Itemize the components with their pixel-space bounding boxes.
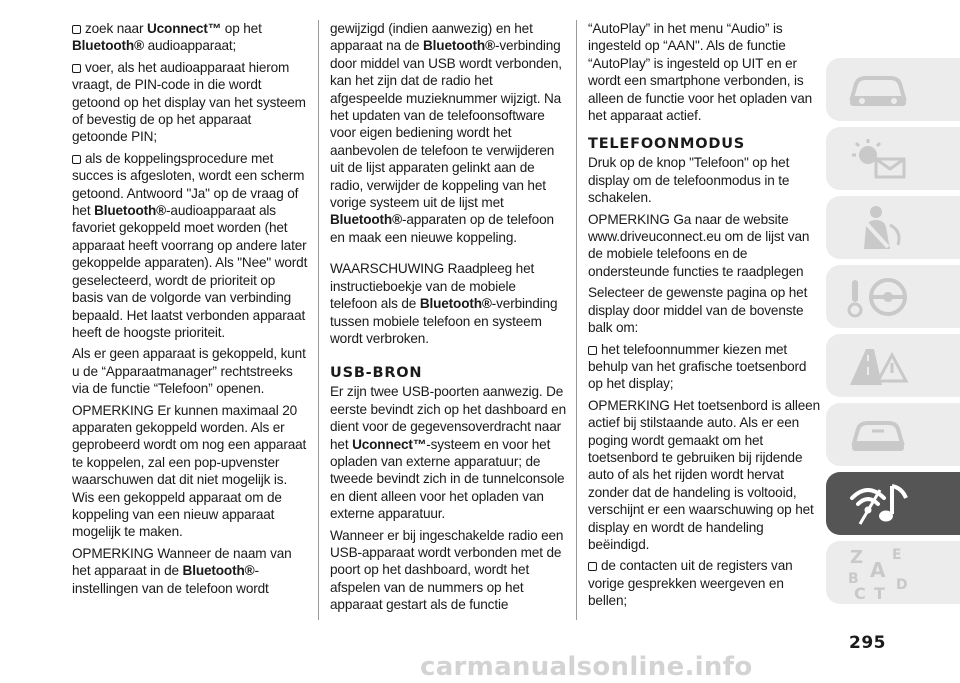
car-service-icon	[846, 413, 910, 457]
index-letter: Z	[850, 546, 864, 568]
index-letter: B	[848, 570, 859, 587]
bullet-item: voer, als het audioapparaat hierom vraagt, de PIN-code in die wordt getoond op het display van het systeem of bevestig de op het apparaat getoonde PIN;	[72, 59, 306, 145]
chapter-index-sidebar	[826, 58, 960, 610]
chapter-tab-starting-driving[interactable]	[826, 265, 960, 328]
bullet-item: als de koppelingsprocedure met succes is afgesloten, wordt een scherm getoond. Antwoord "Ja" op de vraag of het Bluetooth®-audioapparaat als favoriet gekoppeld moet worden (het apparaat heeft voorrang op andere later gekoppelde apparaten). Als "Nee" wordt geselecteerd, wordt de prioriteit op basis van de volgorde van verbinding bepaald. Het laatst verbonden apparaat heeft de hoogste prioriteit.	[72, 150, 308, 340]
watermark: carmanualsonline.info	[420, 652, 753, 680]
road-warning-icon	[846, 341, 910, 391]
text-column-3	[588, 20, 824, 614]
chapter-tab-emergency[interactable]	[826, 334, 960, 397]
paragraph: gewijzigd (indien aanwezig) en het apparaat na de Bluetooth®-verbinding door middel van USB wordt verbonden, kan het zijn dat de radio het afgespeelde muzieknummer wijzigt. Na het updaten van de telefoonsoftware voor eigen bediening wordt het aanbevolen de telefoon te verwijderen uit de lijst apparaten gelinkt aan de radio, verwijder de koppeling van het vorige systeem uit de lijst met Bluetooth®-apparaten op de telefoon en maak een nieuwe koppeling.	[330, 21, 562, 245]
checkbox-bullet-icon	[588, 562, 597, 571]
warning-paragraph: WAARSCHUWING Raadpleeg het instructieboekje van de mobiele telefoon als de Bluetooth®-verbinding tussen mobiele telefoon en systeem wordt verbroken.	[330, 261, 558, 346]
checkbox-bullet-icon	[72, 25, 81, 34]
bullet-item: de contacten uit de registers van vorige gesprekken weergeven en bellen;	[588, 558, 793, 609]
multimedia-music-icon	[846, 476, 916, 532]
paragraph: Als er geen apparaat is gekoppeld, kunt u de “Apparaatmanager” rechtstreeks via de functie “Telefoon” openen.	[72, 346, 306, 397]
chapter-tab-warning-lights[interactable]	[826, 127, 960, 190]
paragraph: Wanneer er bij ingeschakelde radio een USB-apparaat wordt verbonden met de poort op het dashboard, wordt het afspelen van de nummers op het apparaat gestart als de functie	[330, 527, 564, 613]
paragraph: Selecteer de gewenste pagina op het display door middel van de bovenste balk om:	[588, 285, 808, 336]
note-paragraph: OPMERKING Wanneer de naam van het apparaat in de Bluetooth®-instellingen van de telefoon wordt	[72, 545, 292, 596]
bullet-item: het telefoonnummer kiezen met behulp van het grafische toetsenbord op het display;	[588, 341, 807, 392]
bullet-item: zoek naar Uconnect™ op het Bluetooth® audioapparaat;	[72, 21, 262, 54]
note-paragraph: OPMERKING Ga naar de website www.driveuconnect.eu om de lijst van de mobiele telefoons en de ondersteunde functies te raadplegen	[588, 211, 810, 279]
paragraph: “AutoPlay” in het menu “Audio” is ingesteld op “AAN". Als de functie “AutoPlay” is ingesteld op UIT en er wordt een smartphone verbonden, is alleen de functie voor het opladen van het apparaat actief.	[588, 21, 813, 124]
checkbox-bullet-icon	[72, 64, 81, 73]
index-letter: T	[874, 583, 885, 601]
index-letters-icon	[846, 545, 916, 601]
note-paragraph: OPMERKING Er kunnen maximaal 20 apparaten gekoppeld worden. Als er geprobeerd wordt om nog een apparaat te koppelen, zal een pop-upvenster waarschuwen dat dit niet mogelijk is. Wis een gekoppeld apparaat om de koppeling van een nieuw apparaat mogelijk te maken.	[72, 402, 307, 540]
checkbox-bullet-icon	[588, 346, 597, 355]
page-number: 295	[849, 633, 886, 653]
section-heading-usb: USB-BRON	[330, 365, 423, 382]
note-paragraph: OPMERKING Het toetsenbord is alleen actief bij stilstaande auto. Als er een poging wordt gemaakt om het toetsenbord te gebruiken bij rijdende auto of als het rijden wordt hervat zonder dat de handeling is voltooid, verschijnt er een waarschuwing op het display en wordt de handeling beëindigd.	[588, 397, 820, 552]
index-letter: D	[896, 576, 908, 593]
paragraph: Druk op de knop "Telefoon" op het display om de telefoonmodus in te schakelen.	[588, 155, 790, 206]
section-heading-phone: TELEFOONMODUS	[588, 136, 746, 153]
column-divider	[576, 20, 577, 620]
text-column-2	[330, 20, 566, 618]
car-dashboard-icon	[846, 68, 910, 112]
warning-lights-mail-icon	[846, 135, 910, 183]
chapter-tab-multimedia[interactable]	[826, 472, 960, 535]
column-divider	[318, 20, 319, 620]
index-letter: A	[870, 557, 886, 582]
chapter-tab-maintenance[interactable]	[826, 403, 960, 466]
index-letter: C	[854, 583, 866, 601]
seatbelt-person-icon	[846, 203, 910, 253]
paragraph: Er zijn twee USB-poorten aanwezig. De eerste bevindt zich op het dashboard en dient voor de gegevensoverdracht naar het Uconnect™-systeem en voor het opladen van externe apparatuur; de tweede bevindt zich in de tunnelconsole en dient alleen voor het opladen van externe apparatuur.	[330, 384, 566, 522]
chapter-tab-safety[interactable]	[826, 196, 960, 259]
chapter-tab-index[interactable]	[826, 541, 960, 604]
index-letter: E	[892, 546, 902, 563]
text-column-1	[72, 20, 308, 601]
chapter-tab-dashboard[interactable]	[826, 58, 960, 121]
checkbox-bullet-icon	[72, 155, 81, 164]
steering-wheel-key-icon	[846, 272, 910, 322]
